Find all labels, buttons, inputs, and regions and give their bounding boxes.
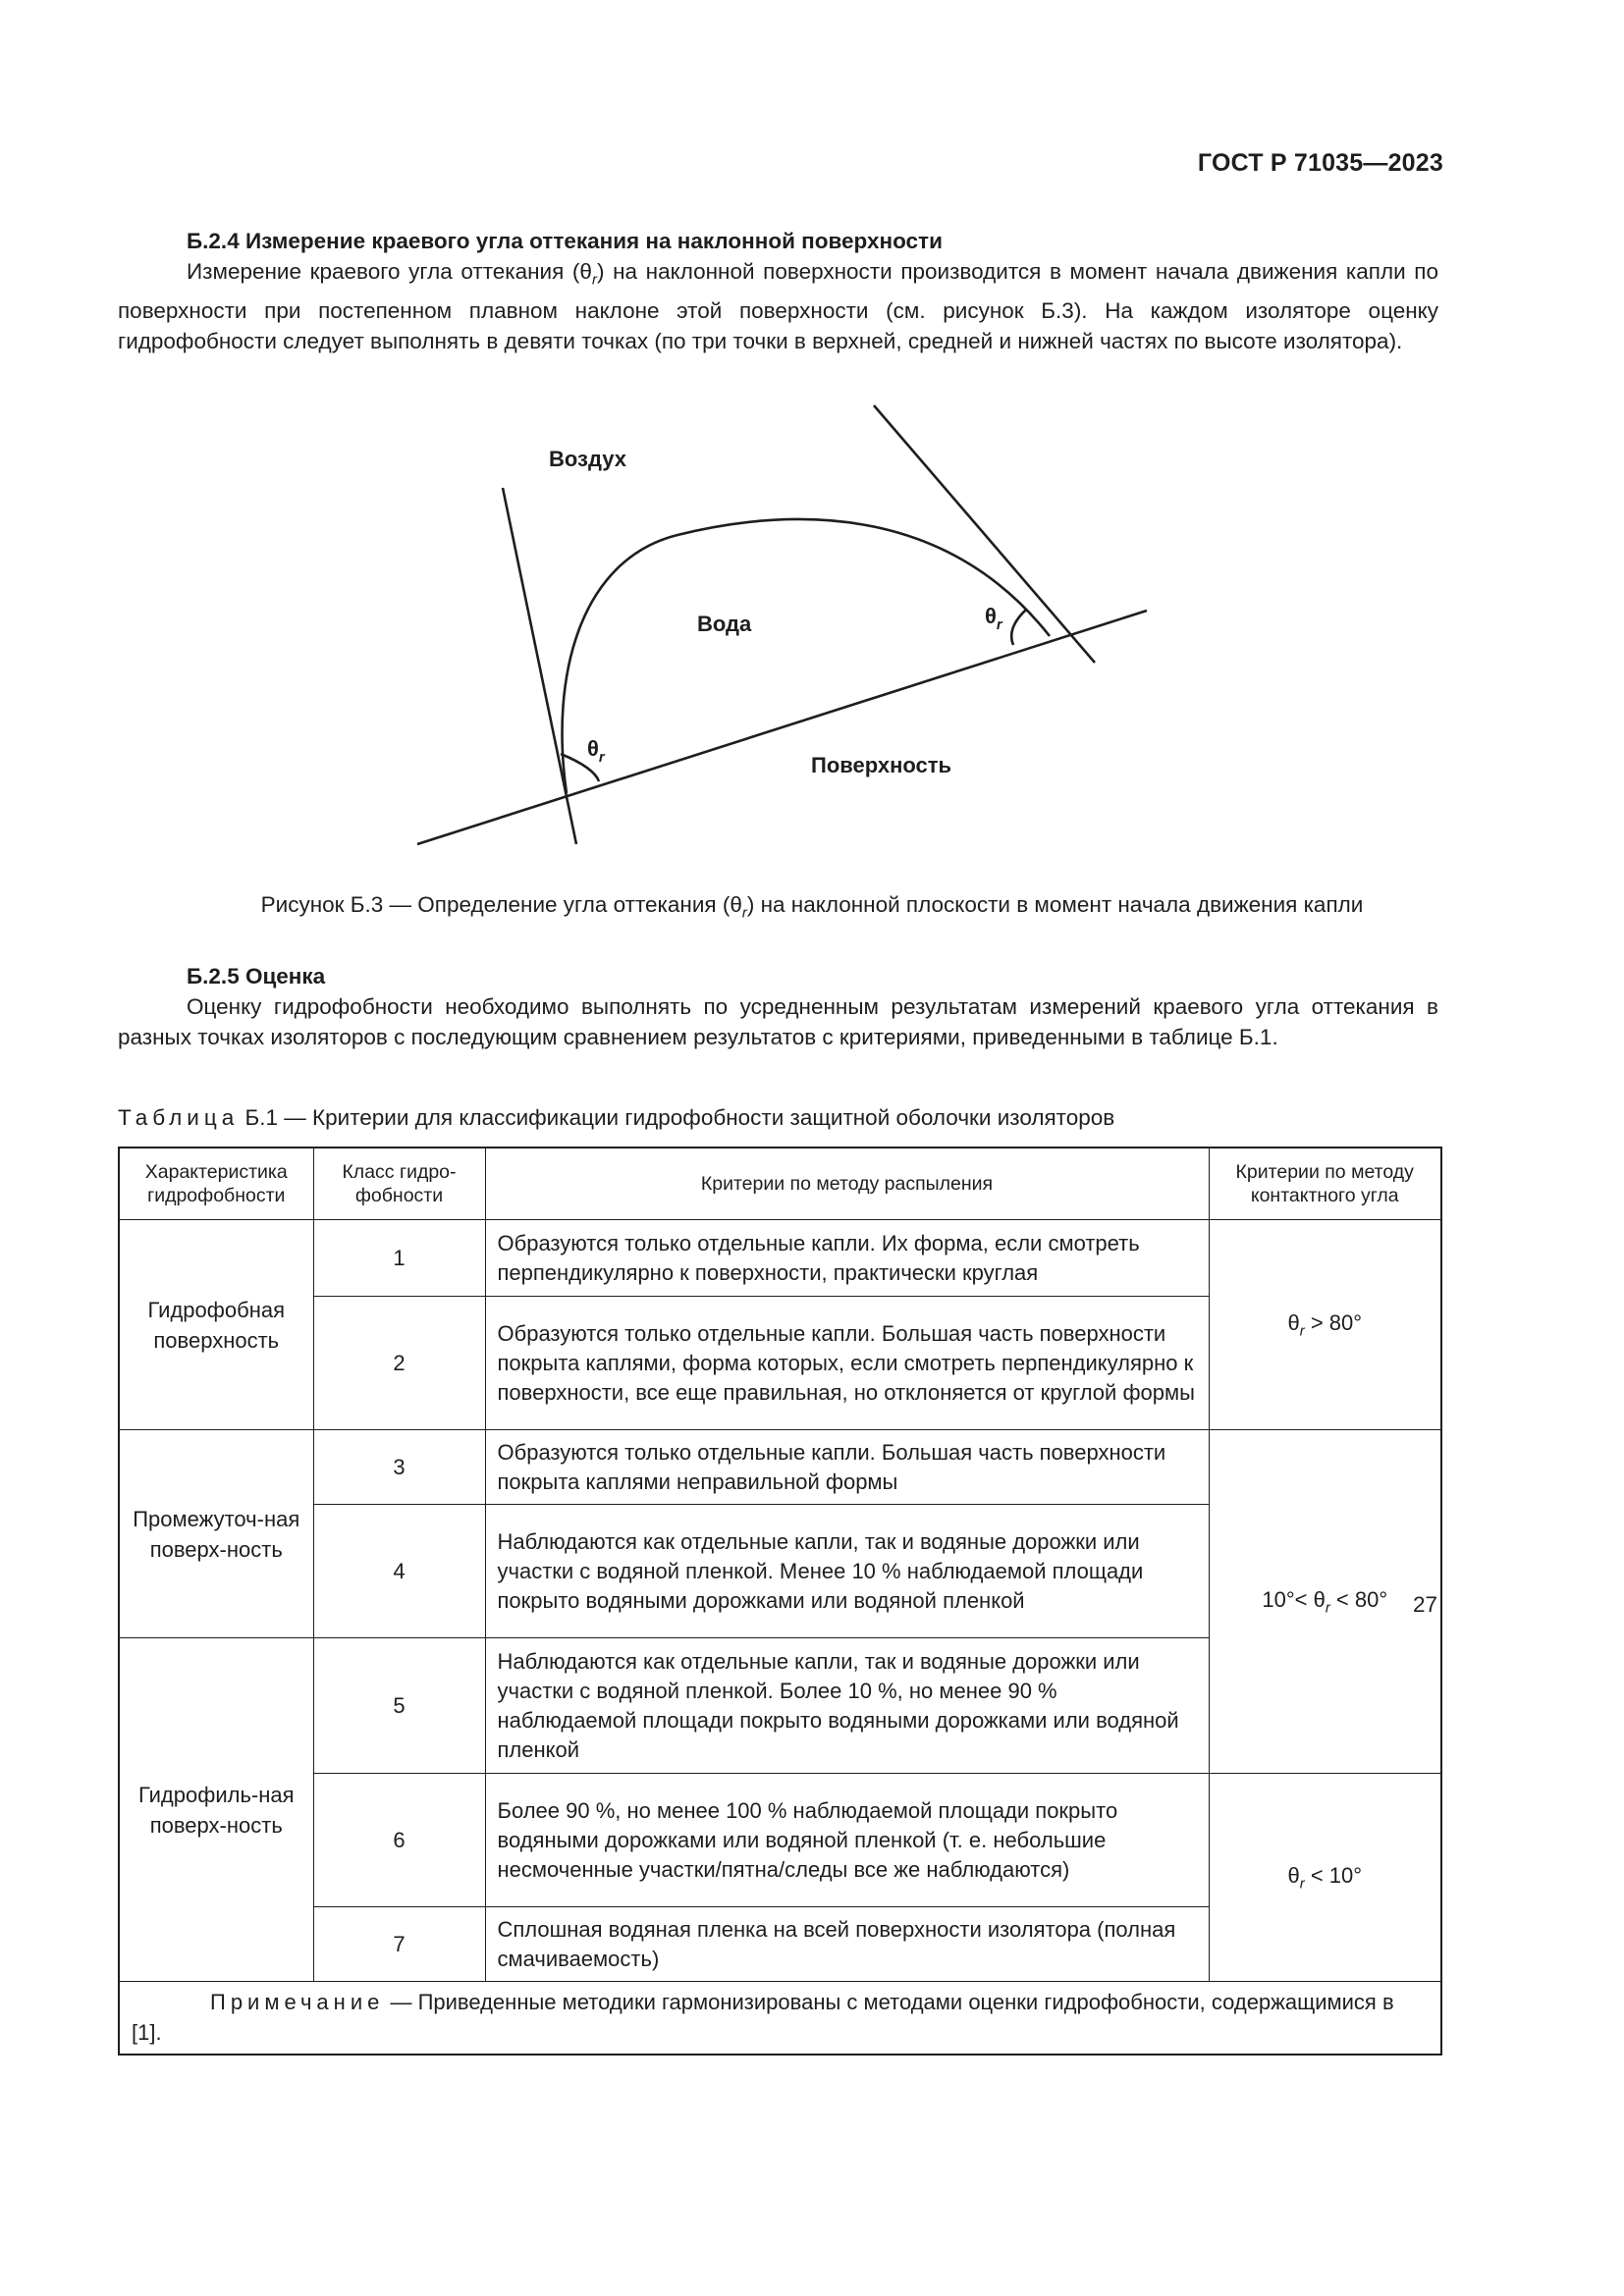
angle-cell-hydrophobic: [1209, 1220, 1441, 1430]
class-cell: 5: [313, 1638, 485, 1774]
figure-b3-diagram: [0, 0, 1624, 883]
header-class: Класс гидро-фобности: [313, 1148, 485, 1220]
table-row: [119, 1774, 1441, 1907]
note-label: Примечание: [210, 1990, 385, 2015]
theta-subscript: r: [1325, 1599, 1330, 1617]
class-cell: 1: [313, 1220, 485, 1297]
class-cell: 4: [313, 1505, 485, 1638]
table-header-row: [119, 1148, 1441, 1220]
theta-right-label: [985, 604, 1003, 633]
angle-cell-hydrophilic: [1209, 1774, 1441, 1982]
page-number: 27: [1412, 1592, 1437, 1617]
paragraph-text-start: Измерение краевого угла оттекания (θ: [187, 259, 592, 284]
air-label: Воздух: [549, 447, 626, 471]
surface-label: Поверхность: [811, 753, 952, 777]
angle-text: < 10°: [1304, 1862, 1363, 1888]
criteria-cell: Образуются только отдельные капли. Их форма, если смотреть перпендикулярно к поверхности, практически круглая: [485, 1220, 1209, 1297]
section-b25-title: Б.2.5 Оценка: [187, 964, 326, 988]
class-cell: 2: [313, 1297, 485, 1430]
caption-text-start: Рисунок Б.3 — Определение угла оттекания (θ: [260, 892, 742, 917]
figure-b3-caption: [0, 892, 1624, 922]
caption-text-end: ) на наклонной плоскости в момент начала движения капли: [746, 892, 1364, 917]
header-characteristic: Характеристика гидрофобности: [119, 1148, 313, 1220]
table-note-row: [119, 1982, 1441, 2055]
class-cell: 3: [313, 1430, 485, 1505]
criteria-cell: Образуются только отдельные капли. Большая часть поверхности покрыта каплями неправильной формы: [485, 1430, 1209, 1505]
section-b25-paragraph: Оценку гидрофобности необходимо выполнять по усредненным результатам измерений краевого угла оттекания в разных точках изоляторов с последующим сравнением результатов с критериями, приведенными в таблице Б.1.: [118, 994, 1438, 1049]
group-hydrophilic: Гидрофиль-ная поверх-ность: [119, 1638, 313, 1982]
note-text: — Приведенные методики гармонизированы с методами оценки гидрофобности, содержащимися в [1].: [132, 1990, 1394, 2046]
criteria-table: [118, 1147, 1442, 2056]
angle-cell-intermediate: [1209, 1430, 1441, 1774]
class-cell: 6: [313, 1774, 485, 1907]
table-label: Таблица: [118, 1105, 240, 1130]
water-label: Вода: [697, 612, 752, 636]
droplet-contour: [563, 519, 1050, 793]
criteria-cell: Более 90 %, но менее 100 % наблюдаемой площади покрыто водяными дорожками или водяной пленкой (т. е. небольшие несмоченные участки/пятна/следы все же наблюдаются): [485, 1774, 1209, 1907]
angle-text: 10°< θ: [1262, 1586, 1326, 1612]
theta-subscript: r: [996, 616, 1002, 633]
table-row: [119, 1220, 1441, 1297]
table-row: [119, 1430, 1441, 1505]
table-title-text: Б.1 — Критерии для классификации гидрофобности защитной оболочки изоляторов: [239, 1105, 1115, 1130]
paragraph-text-end: ) на наклонной поверхности производится в момент начала движения капли по поверхности при постепенном плавном наклоне этой поверхности (см. рисунок Б.3). На каждом изоляторе оценку гидрофобности следует выполнять в девяти точках (по три точки в верхней, средней и нижней частях по высоте изолятора).: [118, 259, 1438, 353]
angle-text: < 80°: [1329, 1586, 1388, 1612]
table-note: [119, 1982, 1441, 2055]
theta-subscript: r: [598, 749, 605, 766]
theta-subscript: r: [591, 271, 597, 289]
table-b1-title: [118, 1105, 1114, 1131]
criteria-cell: Сплошная водяная пленка на всей поверхности изолятора (полная смачиваемость): [485, 1907, 1209, 1982]
angle-text: > 80°: [1304, 1309, 1363, 1335]
group-hydrophobic: Гидрофобная поверхность: [119, 1220, 313, 1430]
theta-subscript: r: [1299, 1322, 1305, 1340]
theta-subscript: r: [741, 904, 747, 922]
criteria-cell: Наблюдаются как отдельные капли, так и водяные дорожки или участки с водяной пленкой. Менее 10 % наблюдаемой площади покрыто водяными дорожками или водяной пленкой: [485, 1505, 1209, 1638]
theta-left-label: [587, 736, 606, 766]
criteria-cell: Наблюдаются как отдельные капли, так и водяные дорожки или участки с водяной пленкой. Более 10 %, но менее 90 % наблюдаемой площади покрыто водяными дорожками или водяной пленкой: [485, 1638, 1209, 1774]
theta-symbol: θ: [985, 604, 997, 628]
header-spray-criteria: Критерии по методу распыления: [485, 1148, 1209, 1220]
section-b24-title: Б.2.4 Измерение краевого угла оттекания на наклонной поверхности: [187, 229, 943, 253]
group-intermediate: Промежуточ-ная поверх-ность: [119, 1430, 313, 1638]
class-cell: 7: [313, 1907, 485, 1982]
theta-subscript: r: [1299, 1875, 1305, 1893]
surface-line: [417, 611, 1147, 844]
theta-symbol: θ: [587, 736, 599, 761]
criteria-cell: Образуются только отдельные капли. Большая часть поверхности покрыта каплями, форма которых, если смотреть перпендикулярно к поверхности, все еще правильная, но отклоняется от круглой формы: [485, 1297, 1209, 1430]
angle-text: θ: [1287, 1862, 1300, 1888]
header-contact-angle-criteria: Критерии по методу контактного угла: [1209, 1148, 1441, 1220]
document-header: ГОСТ Р 71035—2023: [1197, 149, 1443, 177]
right-angle-arc: [1011, 610, 1026, 645]
angle-text: θ: [1287, 1309, 1300, 1335]
